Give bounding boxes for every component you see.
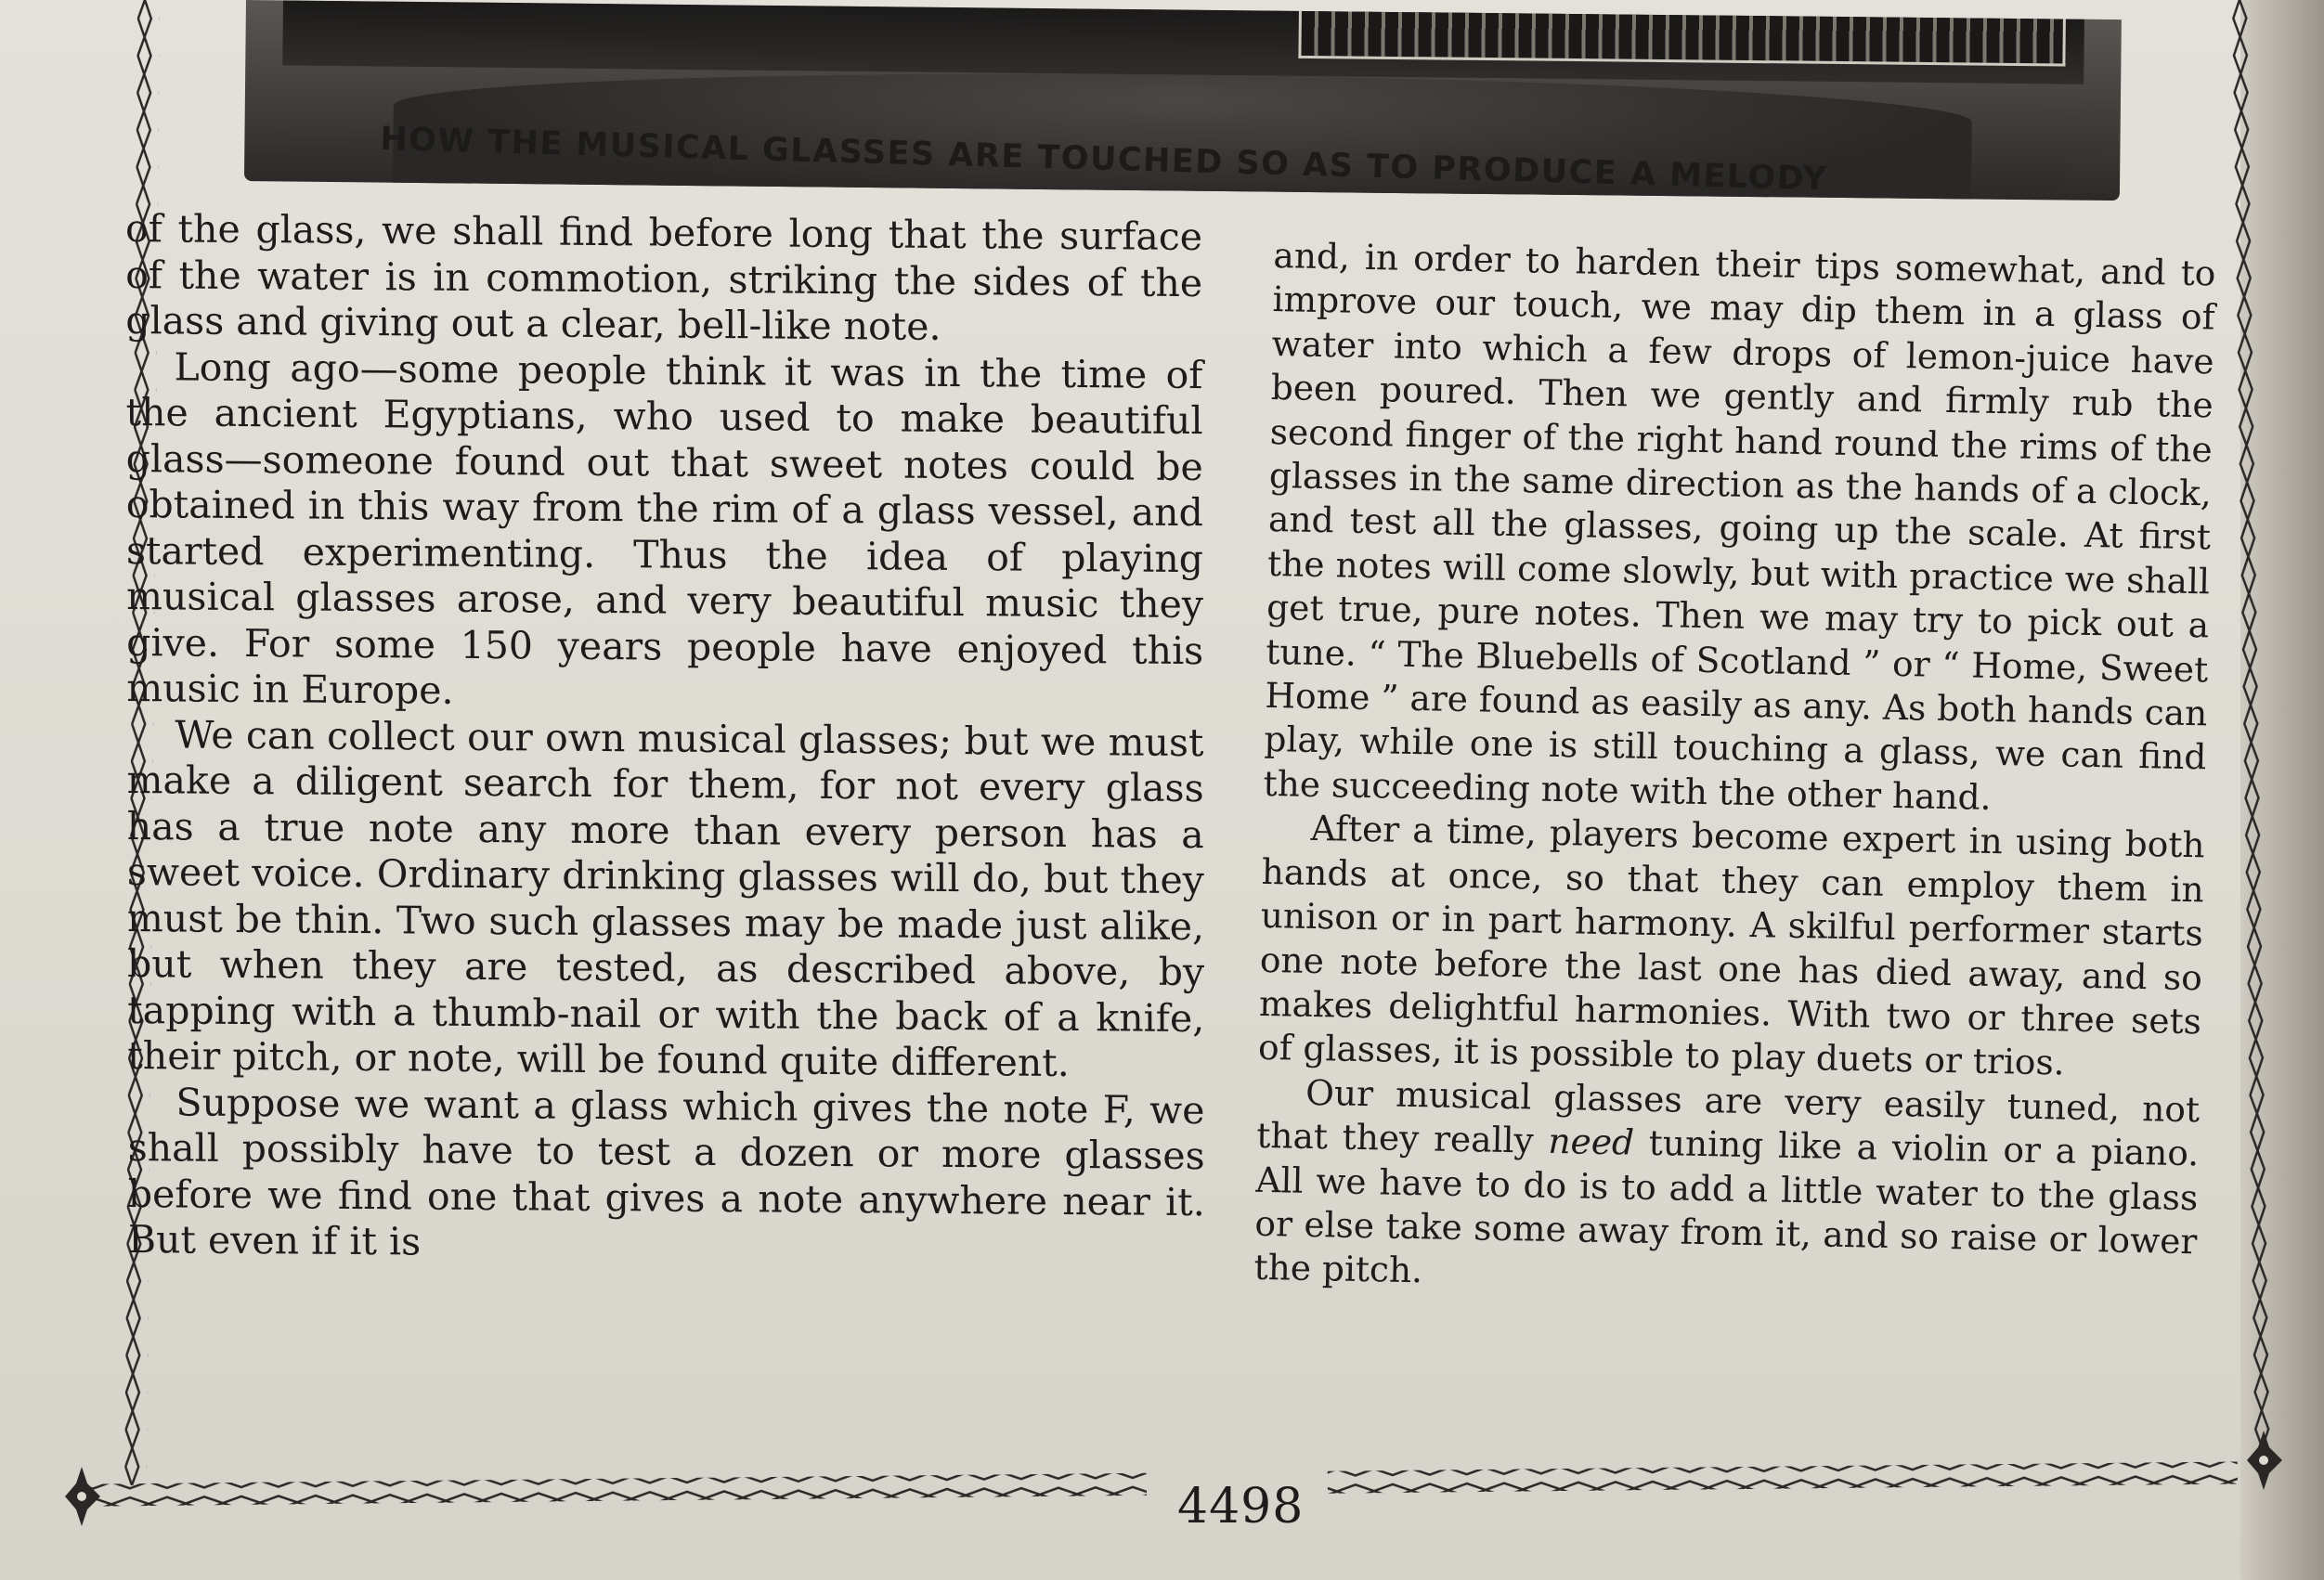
emphasized-word: need (1548, 1120, 1635, 1163)
right-border-chain (2227, 0, 2272, 1448)
paragraph: of the glass, we shall find before long that the surface of the water is in commotion, striking the sides of the glass and giving out a clear, bell-like note. (125, 206, 1203, 349)
bottom-border-chain-left (88, 1473, 1147, 1507)
paragraph: Suppose we want a glass which gives the note F, we shall possibly have to test a dozen or more glasses before we find one that gives a note anywhere near it. But even if it is (127, 1079, 1205, 1264)
left-text-column (125, 206, 1205, 1272)
text-run: tuning like a violin or a piano. All we have to do is to add a little water to the glass or else take some away from it, and so raise or lower the pitch. (1253, 1121, 2200, 1291)
paragraph: We can collect our own musical glasses; but we must make a diligent search for them, for not every glass has a true note any more than every person has a sweet voice. Ordinary drinking glasses will do, but they must be thin. Two such glasses may be made just alike, but when they are tested, as described above, by tapping with a thumb-nail or with the back of a knife, their pitch, or note, will be found quite different. (126, 711, 1205, 1086)
paragraph-last (1253, 1070, 2200, 1308)
paragraph: After a time, players become expert in using both hands at once, so that they can employ them in unison or in part harmony. A skilful performer starts one note before the last one has died away, and so makes delightful harmonies. With two or three sets of glasses, it is possible to play duets or trios. (1257, 808, 2205, 1083)
corner-star-left-icon (65, 1467, 100, 1526)
bottom-border-chain-right (1328, 1461, 2238, 1493)
illustration-caption: HOW THE MUSICAL GLASSES ARE TOUCHED SO AS TO PRODUCE A MELODY (379, 121, 1829, 199)
text-run: Our musical glasses are very easily tuned, not that they really (1255, 1071, 2201, 1161)
right-text-column (1253, 234, 2216, 1308)
paragraph: and, in order to harden their tips somewhat, and to improve our touch, we may dip them in a glass of water into which a few drops of lemon-juice have been poured. Then we gently and firmly rub the second finger of the right hand round the rims of the glasses in the same direction as the hands of a clock, and test all the glasses, going up the scale. At first the notes will come slowly, but with practice we shall get true, pure notes. Then we may try to pick out a tune. “ The Bluebells of Scotland ” or “ Home, Sweet Home ” are found as easily as any. As both hands can play, while one is still touching a glass, we can find the succeeding note with the other hand. (1263, 234, 2216, 818)
paragraph: Long ago—some people think it was in the time of the ancient Egyptians, who used to make beautiful glass—someone found out that sweet notes could be obtained in this way from the rim of a glass vessel, and started experimenting. Thus the idea of playing musical glasses arose, and very beautiful music they give. For some 150 years people have enjoyed this music in Europe. (125, 343, 1204, 713)
page-number: 4498 (1177, 1479, 1305, 1535)
